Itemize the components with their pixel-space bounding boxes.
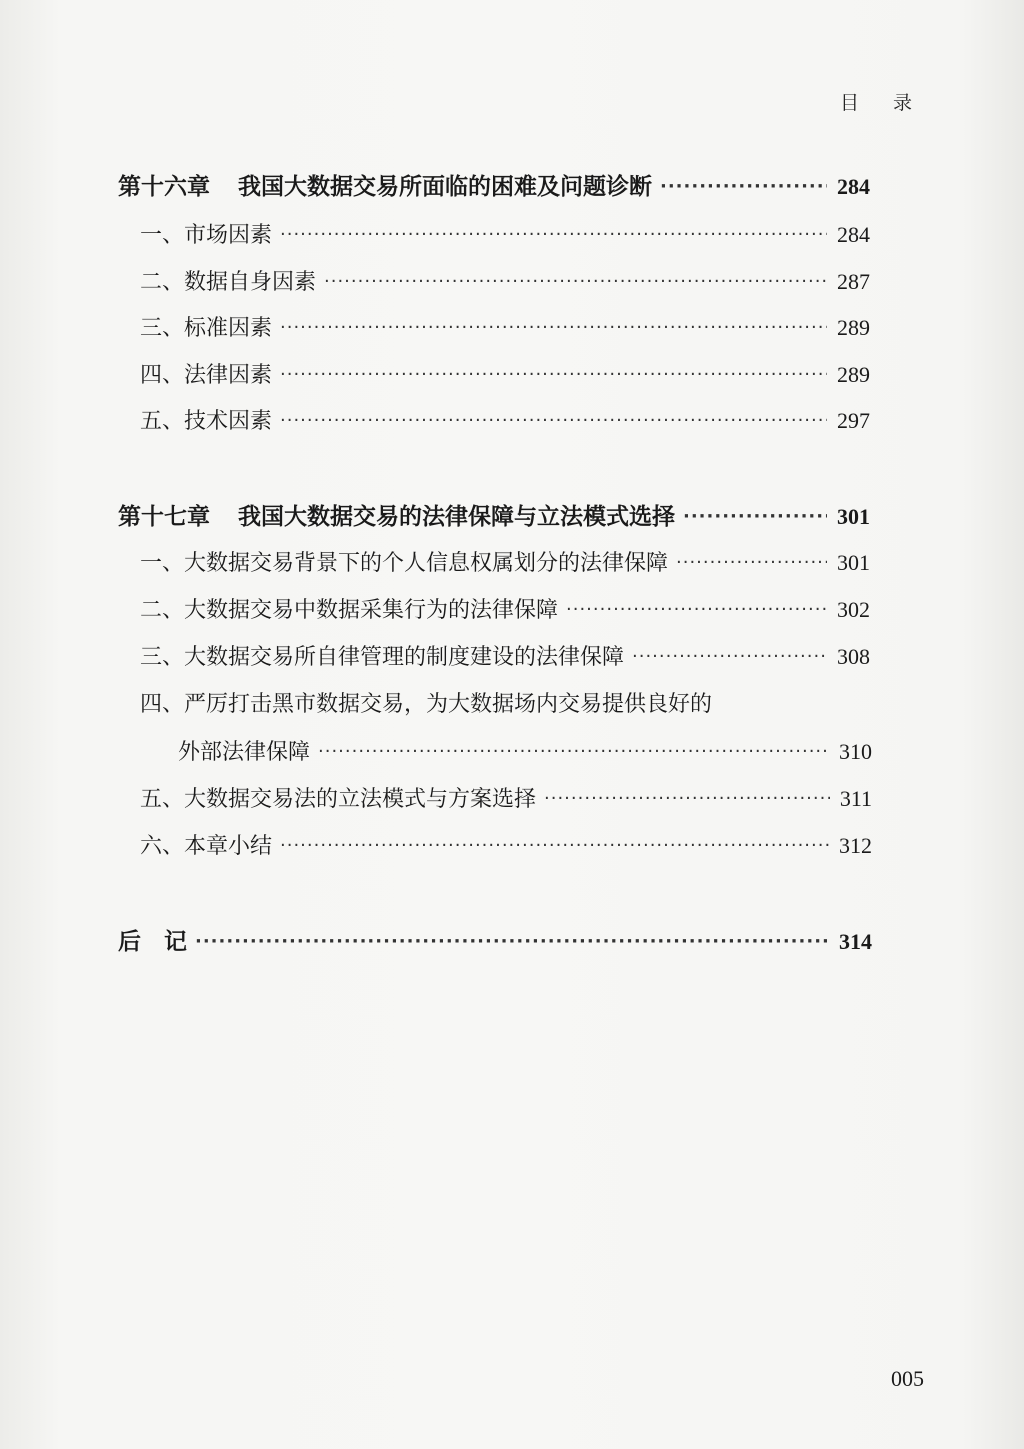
section-title: 二、大数据交易中数据采集行为的法律保障 xyxy=(140,598,559,623)
dot-leader xyxy=(280,220,827,250)
page-number: 312 xyxy=(839,833,872,858)
toc-section[interactable] xyxy=(140,220,870,252)
toc-section[interactable] xyxy=(140,784,872,816)
section-title: 一、市场因素 xyxy=(140,223,273,248)
section-title: 一、大数据交易背景下的个人信息权属划分的法律保障 xyxy=(140,551,669,576)
dot-leader xyxy=(660,172,827,202)
dot-leader xyxy=(195,927,829,957)
afterword-title: 后 记 xyxy=(118,929,187,955)
dot-leader xyxy=(676,548,827,578)
dot-leader xyxy=(280,406,827,436)
dot-leader xyxy=(318,737,829,767)
folio-page-number: 005 xyxy=(891,1366,924,1391)
page-number: 289 xyxy=(837,315,870,340)
section-title: 六、本章小结 xyxy=(140,834,273,859)
section-title-continuation: 外部法律保障 xyxy=(178,740,311,765)
chapter-title: 我国大数据交易的法律保障与立法模式选择 xyxy=(238,504,675,530)
running-header: 目 录 xyxy=(839,92,926,114)
toc-afterword[interactable] xyxy=(118,927,872,959)
dot-leader xyxy=(566,595,827,625)
toc-section[interactable] xyxy=(140,831,872,863)
page-number: 301 xyxy=(837,504,870,529)
toc-chapter-17[interactable] xyxy=(118,502,870,534)
section-title: 二、数据自身因素 xyxy=(140,270,317,295)
chapter-heading xyxy=(118,172,652,202)
section-title: 五、大数据交易法的立法模式与方案选择 xyxy=(140,787,537,812)
dot-leader xyxy=(280,831,829,861)
dot-leader xyxy=(632,642,827,672)
dot-leader xyxy=(280,313,827,343)
page-number: 284 xyxy=(837,222,870,247)
dot-leader xyxy=(280,360,827,390)
chapter-label: 第十六章 xyxy=(118,174,210,200)
page-number: 302 xyxy=(837,597,870,622)
toc-section[interactable] xyxy=(140,360,870,392)
chapter-heading xyxy=(118,502,675,532)
section-title: 三、大数据交易所自律管理的制度建设的法律保障 xyxy=(140,645,625,670)
toc-section[interactable] xyxy=(140,642,870,674)
toc-section[interactable] xyxy=(140,595,870,627)
page-number: 287 xyxy=(837,269,870,294)
section-title: 五、技术因素 xyxy=(140,409,273,434)
toc-section[interactable] xyxy=(178,737,872,769)
dot-leader xyxy=(544,784,830,814)
dot-leader xyxy=(324,267,827,297)
page-number: 289 xyxy=(837,362,870,387)
page-number: 301 xyxy=(837,550,870,575)
toc-section-title-line1[interactable]: 四、严厉打击黑市数据交易，为大数据场内交易提供良好的 xyxy=(140,692,713,717)
page-number: 284 xyxy=(837,174,870,199)
toc-section[interactable] xyxy=(140,313,870,345)
toc-section[interactable] xyxy=(140,267,870,299)
toc-chapter-16[interactable] xyxy=(118,172,870,204)
page-number: 310 xyxy=(839,739,872,764)
page-number: 314 xyxy=(839,929,872,954)
dot-leader xyxy=(683,502,827,532)
page-number: 311 xyxy=(839,786,872,811)
chapter-title: 我国大数据交易所面临的困难及问题诊断 xyxy=(238,174,652,200)
toc-section[interactable] xyxy=(140,548,870,580)
section-title: 三、标准因素 xyxy=(140,316,273,341)
chapter-label: 第十七章 xyxy=(118,504,210,530)
section-title: 四、法律因素 xyxy=(140,363,273,388)
page-number: 297 xyxy=(837,408,870,433)
toc-section[interactable] xyxy=(140,406,870,438)
page-number: 308 xyxy=(837,644,870,669)
